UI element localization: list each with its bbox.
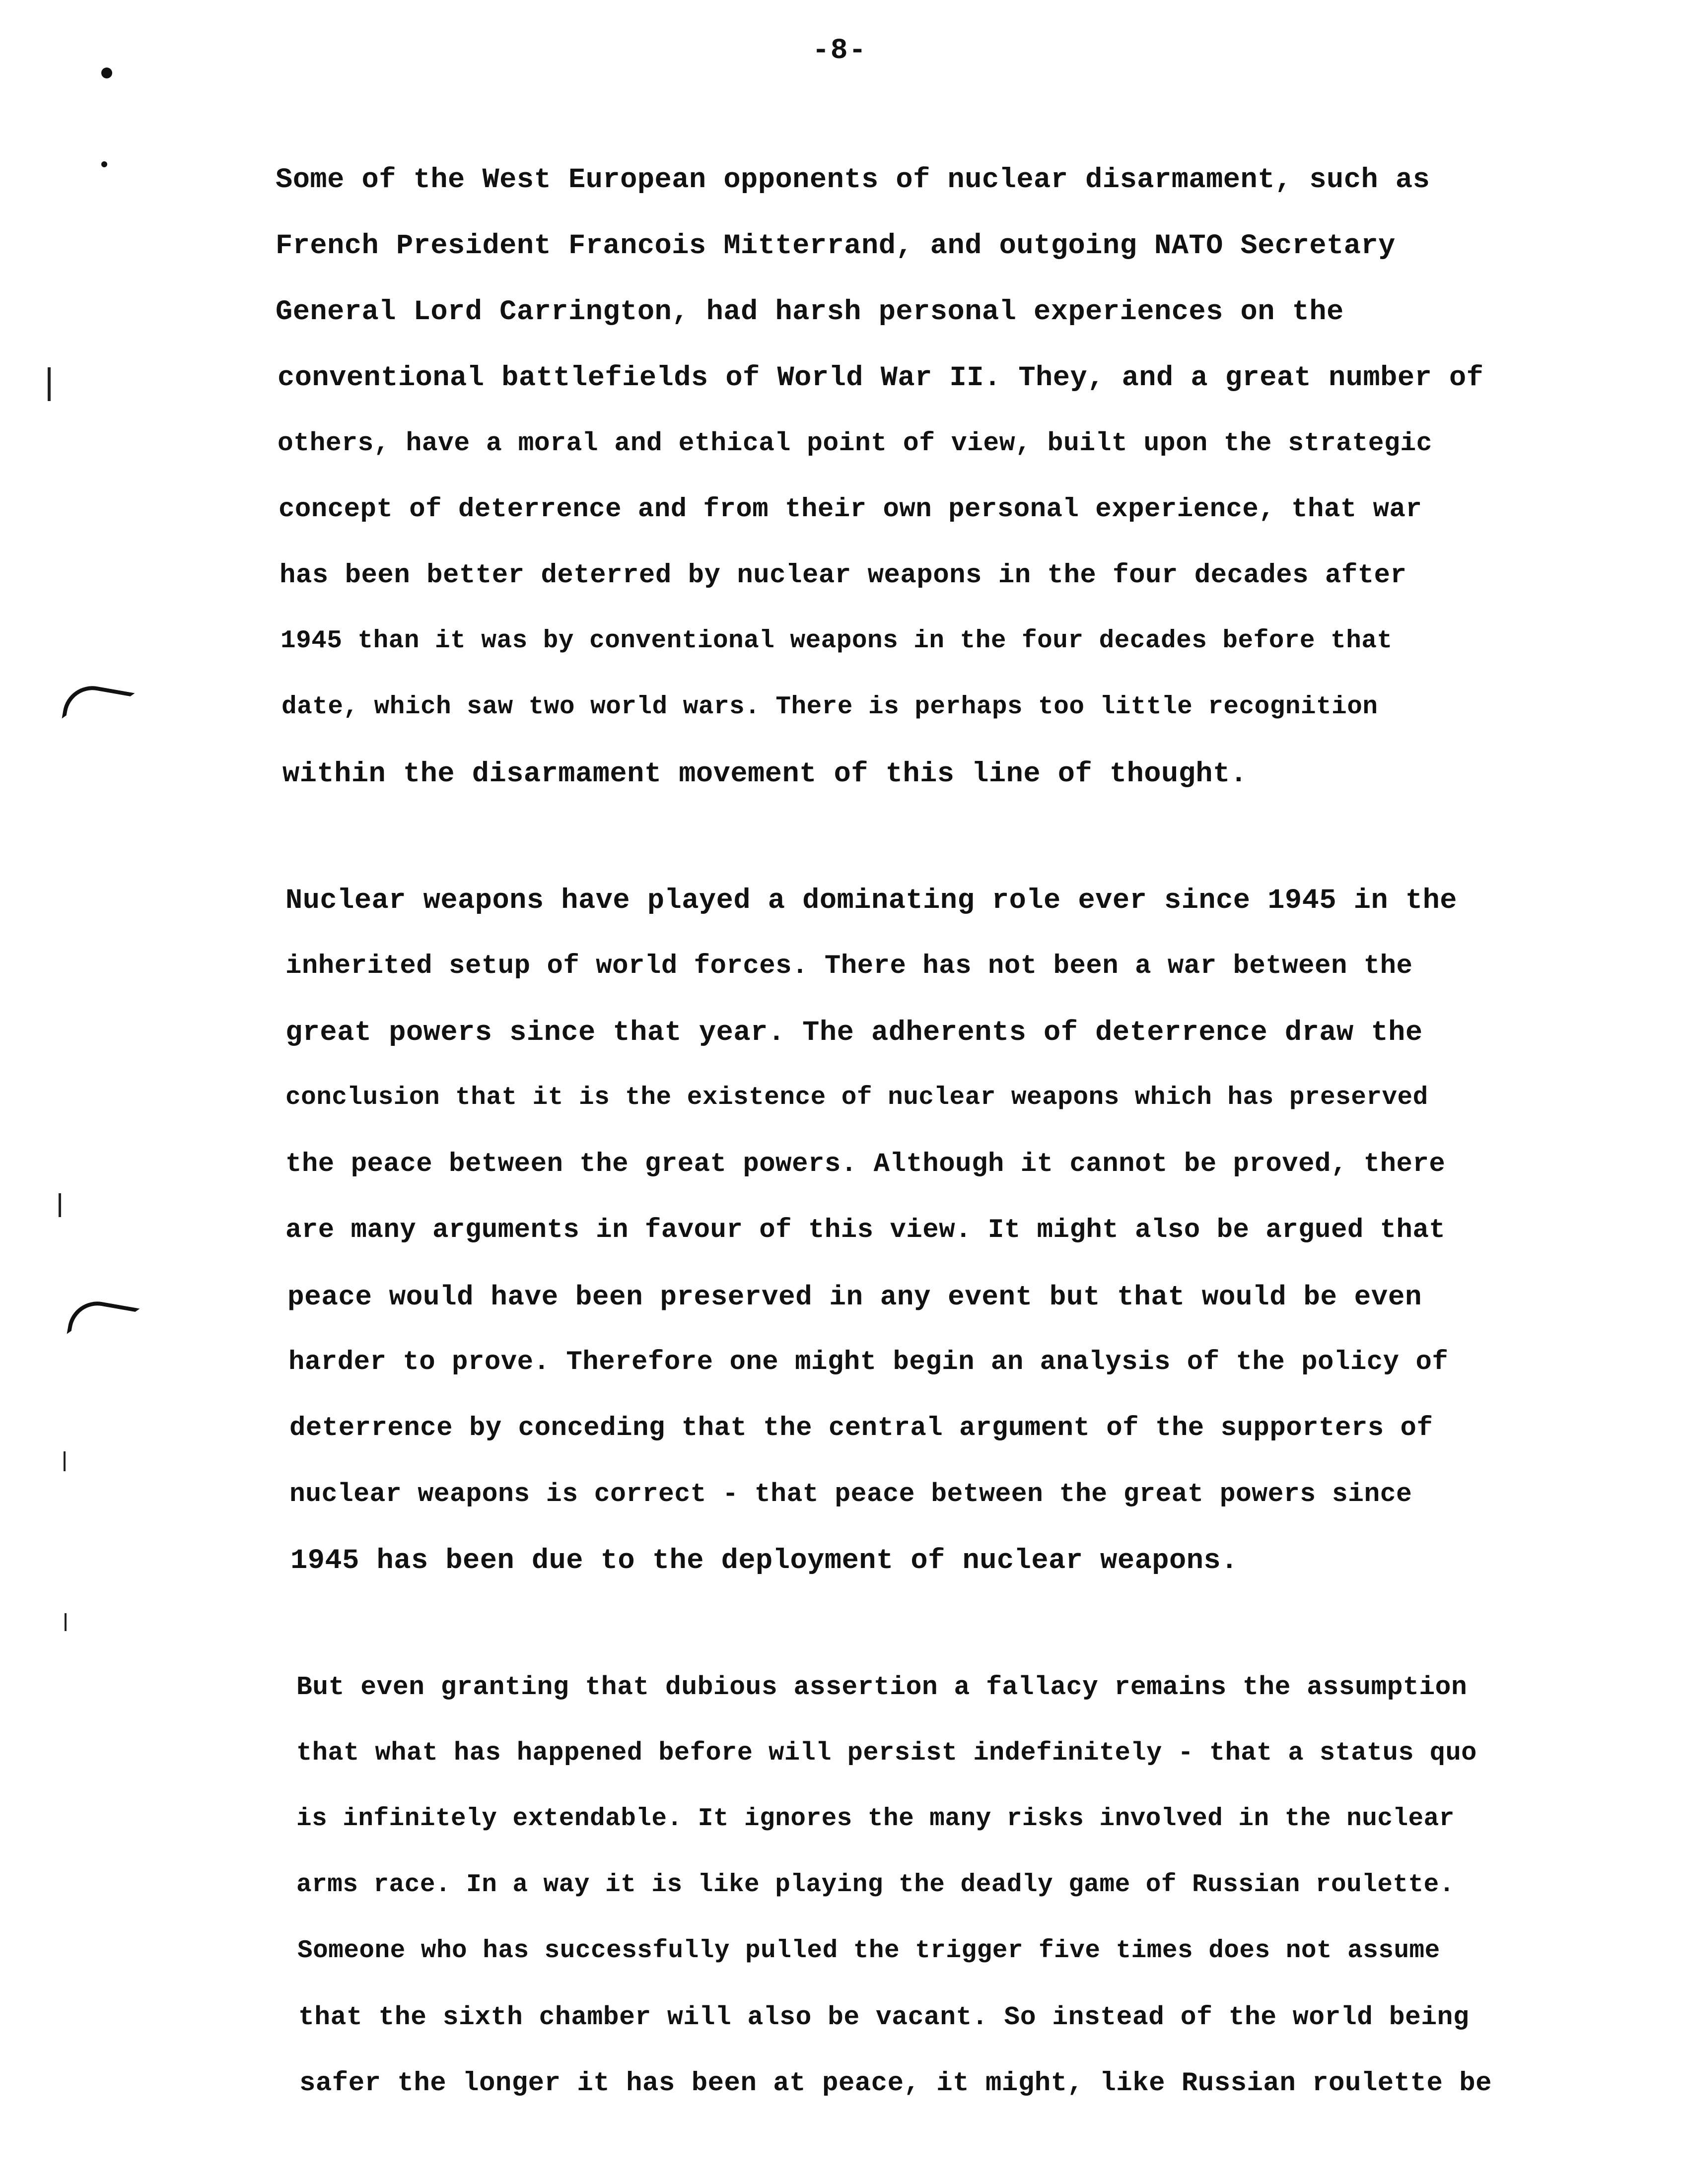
margin-tick-mark [65, 1613, 67, 1631]
text-line: that what has happened before will persist indefinitely - that a status quo [296, 1738, 1477, 1768]
text-line: But even granting that dubious assertion a fallacy remains the assumption [296, 1672, 1468, 1702]
margin-bracket-mark [48, 367, 51, 401]
text-line: General Lord Carrington, had harsh personal experiences on the [276, 296, 1344, 328]
text-line: Someone who has successfully pulled the trigger five times does not assume [297, 1937, 1440, 1965]
text-line: 1945 has been due to the deployment of nuclear weapons. [290, 1545, 1238, 1577]
margin-arc-mark [62, 682, 135, 730]
text-line: Nuclear weapons have played a dominating role ever since 1945 in the [285, 885, 1457, 917]
text-line: safer the longer it has been at peace, it might, like Russian roulette be [299, 2068, 1492, 2099]
text-line: inherited setup of world forces. There has not been a war between the [285, 951, 1413, 981]
text-line: 1945 than it was by conventional weapons in the four decades before that [281, 627, 1393, 655]
text-line: that the sixth chamber will also be vacant. So instead of the world being [298, 2002, 1470, 2032]
text-line: arms race. In a way it is like playing the deadly game of Russian roulette. [296, 1871, 1455, 1899]
text-line: peace would have been preserved in any event but that would be even [287, 1281, 1422, 1313]
text-line: great powers since that year. The adherents of deterrence draw the [285, 1017, 1423, 1049]
text-line: harder to prove. Therefore one might begin an analysis of the policy of [288, 1347, 1449, 1377]
text-line: nuclear weapons is correct - that peace between the great powers since [289, 1479, 1412, 1509]
text-line: conclusion that it is the existence of nuclear weapons which has preserved [285, 1084, 1428, 1112]
text-line: is infinitely extendable. It ignores the many risks involved in the nuclear [296, 1805, 1455, 1833]
text-line: has been better deterred by nuclear weapons in the four decades after [280, 560, 1407, 591]
punch-dot-mark [101, 68, 112, 78]
text-line: date, which saw two world wars. There is perhaps too little recognition [281, 693, 1378, 721]
text-line: Some of the West European opponents of nuclear disarmament, such as [276, 164, 1430, 196]
text-line: conventional battlefields of World War II. They, and a great number of [278, 362, 1484, 394]
text-line: within the disarmament movement of this line of thought. [282, 758, 1248, 790]
text-line: French President Francois Mitterrand, and outgoing NATO Secretary [276, 230, 1396, 262]
page-number: -8- [812, 35, 867, 67]
punch-dot-mark [101, 161, 107, 167]
text-line: the peace between the great powers. Although it cannot be proved, there [285, 1149, 1446, 1179]
margin-arc-mark [67, 1297, 140, 1346]
margin-tick-mark [64, 1451, 66, 1471]
text-line: others, have a moral and ethical point of view, built upon the strategic [278, 428, 1432, 458]
margin-tick-mark [59, 1193, 61, 1217]
text-line: deterrence by conceding that the central argument of the supporters of [289, 1413, 1433, 1443]
text-line: concept of deterrence and from their own personal experience, that war [279, 494, 1422, 525]
text-line: are many arguments in favour of this view. It might also be argued that [285, 1215, 1446, 1245]
